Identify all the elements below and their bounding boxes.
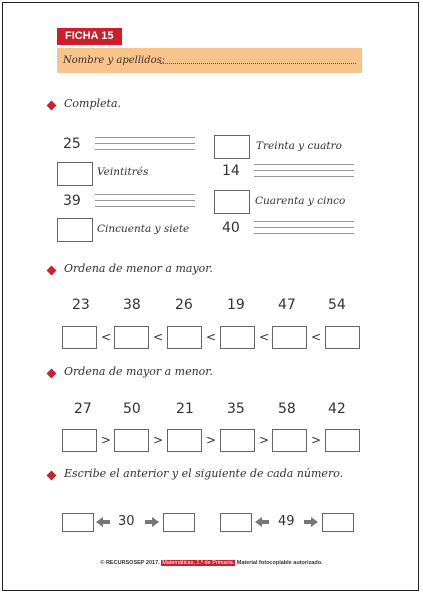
order-box[interactable] — [114, 326, 149, 349]
given-number: 49 — [278, 514, 295, 529]
word-veintitres: Veintitrés — [97, 166, 149, 178]
name-dotted-line — [160, 63, 356, 64]
order-box[interactable] — [62, 326, 97, 349]
next-number-box[interactable] — [322, 513, 354, 532]
order-number: 26 — [175, 297, 193, 313]
order-box[interactable] — [62, 429, 97, 452]
given-number: 30 — [118, 514, 135, 529]
name-label: Nombre y apellidos: — [63, 55, 166, 66]
order-number: 54 — [328, 297, 346, 313]
number-14: 14 — [222, 163, 240, 179]
order-box[interactable] — [325, 326, 360, 349]
footer-subject: Matemáticas, 1.º de Primaria. — [162, 560, 235, 566]
order-number: 21 — [176, 401, 194, 417]
order-number: 38 — [123, 297, 141, 313]
order-box[interactable] — [272, 326, 307, 349]
word-cincuenta-y-siete: Cincuenta y siete — [97, 223, 190, 235]
order-number: 27 — [74, 401, 92, 417]
order-box[interactable] — [220, 429, 255, 452]
next-number-box[interactable] — [163, 513, 195, 532]
write-lines[interactable] — [95, 137, 195, 151]
answer-box[interactable] — [214, 190, 250, 214]
write-lines[interactable] — [95, 194, 195, 208]
number-25: 25 — [63, 136, 81, 152]
order-number: 50 — [123, 401, 141, 417]
answer-box[interactable] — [214, 135, 250, 159]
number-39: 39 — [63, 193, 81, 209]
less-than-sign: < — [206, 330, 217, 344]
order-number: 35 — [227, 401, 245, 417]
order-number: 58 — [278, 401, 296, 417]
answer-box[interactable] — [57, 162, 93, 186]
arrow-right-icon — [145, 517, 159, 527]
order-number: 23 — [72, 297, 90, 313]
order-box[interactable] — [167, 326, 202, 349]
footer — [0, 560, 423, 566]
worksheet-tag: FICHA 15 — [57, 28, 122, 45]
greater-than-sign: > — [153, 433, 164, 447]
answer-box[interactable] — [57, 218, 93, 242]
greater-than-sign: > — [101, 433, 112, 447]
write-lines[interactable] — [254, 164, 354, 178]
less-than-sign: < — [101, 330, 112, 344]
name-field[interactable] — [57, 48, 362, 73]
instruction-completa: Completa. — [64, 97, 122, 110]
greater-than-sign: > — [259, 433, 270, 447]
order-box[interactable] — [114, 429, 149, 452]
word-cuarenta-y-cinco: Cuarenta y cinco — [255, 195, 346, 207]
instruction-menor-a-mayor: Ordena de menor a mayor. — [64, 262, 213, 275]
order-number: 19 — [227, 297, 245, 313]
less-than-sign: < — [259, 330, 270, 344]
less-than-sign: < — [311, 330, 322, 344]
instruction-mayor-a-menor: Ordena de mayor a menor. — [64, 365, 213, 378]
order-box[interactable] — [272, 429, 307, 452]
greater-than-sign: > — [206, 433, 217, 447]
write-lines[interactable] — [254, 221, 354, 235]
order-number: 47 — [278, 297, 296, 313]
arrow-left-icon — [255, 517, 269, 527]
order-box[interactable] — [167, 429, 202, 452]
page-border — [2, 2, 419, 591]
previous-number-box[interactable] — [220, 513, 252, 532]
order-number: 42 — [328, 401, 346, 417]
less-than-sign: < — [153, 330, 164, 344]
greater-than-sign: > — [311, 433, 322, 447]
footer-copyright: © RECURSOSEP 2017. — [100, 560, 160, 566]
previous-number-box[interactable] — [62, 513, 94, 532]
word-treinta-y-cuatro: Treinta y cuatro — [256, 140, 342, 152]
arrow-left-icon — [96, 517, 110, 527]
order-box[interactable] — [220, 326, 255, 349]
instruction-anterior-siguiente: Escribe el anterior y el siguiente de cada número. — [64, 467, 344, 480]
order-box[interactable] — [325, 429, 360, 452]
number-40: 40 — [222, 220, 240, 236]
arrow-right-icon — [304, 517, 318, 527]
footer-note: Material fotocopiable autorizado. — [236, 560, 323, 566]
